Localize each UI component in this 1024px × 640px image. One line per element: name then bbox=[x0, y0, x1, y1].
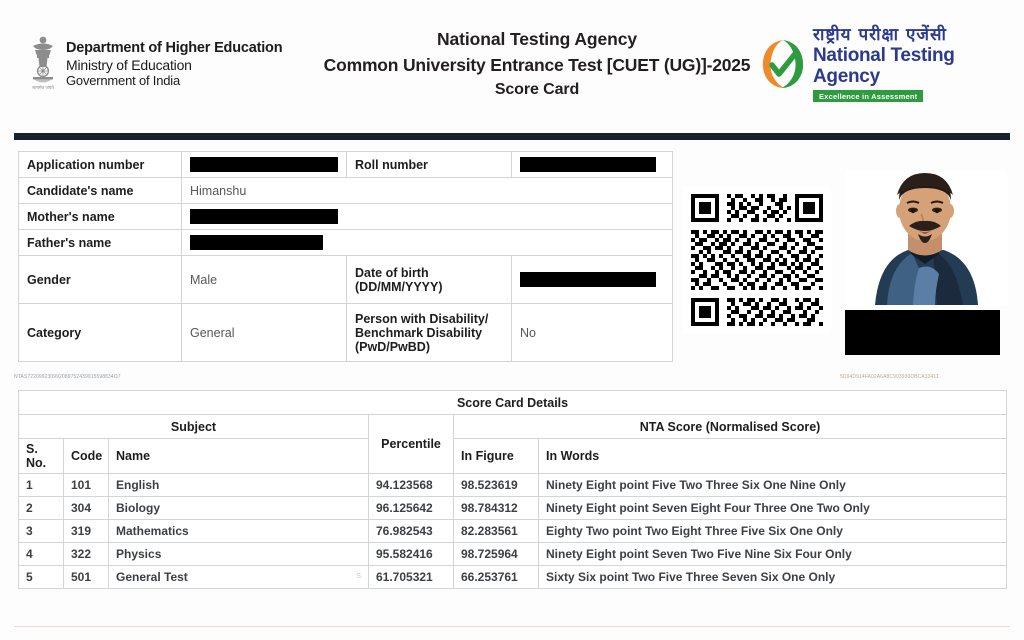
table-row bbox=[19, 230, 673, 256]
score-card-details-table bbox=[18, 390, 1006, 589]
roll-number-label: Roll number bbox=[347, 152, 512, 178]
candidate-name-label: Candidate's name bbox=[19, 178, 182, 204]
row-percentile: 96.125642 bbox=[369, 497, 454, 520]
score-section-title: Score Card Details bbox=[19, 391, 1007, 415]
row-in-figure: 98.784312 bbox=[454, 497, 539, 520]
score-rows bbox=[19, 474, 1007, 589]
in-words-header: In Words bbox=[539, 439, 1007, 474]
category-label: Category bbox=[19, 304, 182, 362]
row-in-figure: 98.523619 bbox=[454, 474, 539, 497]
candidate-photo-icon bbox=[845, 170, 1007, 305]
category-value: General bbox=[182, 304, 347, 362]
nta-english-name: National Testing Agency bbox=[813, 44, 955, 88]
row-code: 501 bbox=[64, 566, 109, 589]
table-row bbox=[19, 543, 1007, 566]
redacted-bar bbox=[520, 157, 656, 172]
row-code: 322 bbox=[64, 543, 109, 566]
in-figure-header: In Figure bbox=[454, 439, 539, 474]
table-row bbox=[19, 256, 673, 304]
nta-branding bbox=[760, 26, 1010, 102]
redacted-bar bbox=[190, 209, 338, 224]
score-section-title-row bbox=[19, 391, 1007, 415]
application-number-label: Application number bbox=[19, 152, 182, 178]
table-row bbox=[19, 497, 1007, 520]
row-in-figure: 66.253761 bbox=[454, 566, 539, 589]
dept-line-1: Department of Higher Education bbox=[66, 39, 283, 56]
dept-line-3: Government of India bbox=[66, 73, 180, 89]
nta-hindi-name: राष्ट्रीय परीक्षा एजेंसी bbox=[813, 24, 947, 45]
candidate-name-value: Himanshu bbox=[182, 178, 673, 204]
watermark-right: 5D94D914FA02A6A8C903930DBCA33411 bbox=[840, 374, 939, 380]
father-name-value bbox=[182, 230, 673, 256]
scan-artifact: s bbox=[356, 570, 361, 580]
ministry-branding bbox=[14, 33, 314, 95]
row-in-words: Ninety Eight point Seven Eight Four Three One Two Only bbox=[539, 497, 1007, 520]
row-subject-name-text: General Test bbox=[116, 570, 188, 584]
roll-number-value bbox=[512, 152, 673, 178]
row-in-figure: 82.283561 bbox=[454, 520, 539, 543]
score-header-row-2 bbox=[19, 439, 1007, 474]
table-row bbox=[19, 474, 1007, 497]
table-row bbox=[19, 304, 673, 362]
table-row bbox=[19, 204, 673, 230]
candidate-details-table bbox=[18, 151, 672, 362]
percentile-header: Percentile bbox=[369, 415, 454, 474]
row-sno: 2 bbox=[19, 497, 64, 520]
row-percentile: 95.582416 bbox=[369, 543, 454, 566]
row-code: 319 bbox=[64, 520, 109, 543]
row-in-words: Ninety Eight point Five Two Three Six One Nine Only bbox=[539, 474, 1007, 497]
row-in-words: Ninety Eight point Seven Two Five Nine Six Four Only bbox=[539, 543, 1007, 566]
table-row bbox=[19, 152, 673, 178]
redacted-bar bbox=[190, 157, 338, 172]
subject-name-header: Name bbox=[109, 439, 369, 474]
agency-title: National Testing Agency bbox=[437, 29, 637, 49]
row-sno: 5 bbox=[19, 566, 64, 589]
page-title-block bbox=[314, 29, 760, 99]
row-subject-name: Mathematics bbox=[109, 520, 369, 543]
row-code: 304 bbox=[64, 497, 109, 520]
row-percentile: 61.705321 bbox=[369, 566, 454, 589]
nta-leaf-checkmark-icon bbox=[760, 37, 806, 91]
gender-value: Male bbox=[182, 256, 347, 304]
mother-name-label: Mother's name bbox=[19, 204, 182, 230]
watermark-left: NTAS722099230992089752439915598834O7 bbox=[14, 374, 121, 380]
row-in-words: Eighty Two point Two Eight Three Five Six One Only bbox=[539, 520, 1007, 543]
document-type-title: Score Card bbox=[494, 81, 580, 98]
dob-value bbox=[512, 256, 673, 304]
bottom-divider bbox=[14, 626, 1010, 627]
pwd-label: Person with Disability/ Benchmark Disability (PwD/PwBD) bbox=[347, 304, 512, 362]
pwd-value: No bbox=[512, 304, 673, 362]
redacted-bar bbox=[190, 235, 323, 250]
dob-label: Date of birth (DD/MM/YYYY) bbox=[347, 256, 512, 304]
ashoka-emblem-icon bbox=[28, 33, 58, 95]
father-name-label: Father's name bbox=[19, 230, 182, 256]
row-subject-name: Biology bbox=[109, 497, 369, 520]
sno-header: S. No. bbox=[19, 439, 64, 474]
row-subject-name bbox=[109, 566, 369, 589]
score-header-row-1 bbox=[19, 415, 1007, 439]
table-row bbox=[19, 566, 1007, 589]
row-subject-name: English bbox=[109, 474, 369, 497]
row-sno: 1 bbox=[19, 474, 64, 497]
gender-label: Gender bbox=[19, 256, 182, 304]
exam-title: Common University Entrance Test [CUET (UG)]-2025 bbox=[323, 55, 751, 75]
row-in-words: Sixty Six point Two Five Three Seven Six One Only bbox=[539, 566, 1007, 589]
row-subject-name: Physics bbox=[109, 543, 369, 566]
row-percentile: 94.123568 bbox=[369, 474, 454, 497]
ministry-text-block bbox=[66, 40, 282, 89]
candidate-photo bbox=[845, 170, 1007, 305]
application-number-value bbox=[182, 152, 347, 178]
header-divider bbox=[14, 133, 1010, 140]
page-header bbox=[0, 0, 1024, 128]
svg-text:सत्यमेव जयते: सत्यमेव जयते bbox=[32, 86, 54, 91]
code-header: Code bbox=[64, 439, 109, 474]
qr-code-icon bbox=[683, 186, 831, 334]
nta-tagline-badge: Excellence in Assessment bbox=[813, 90, 923, 102]
subject-group-header: Subject bbox=[19, 415, 369, 439]
row-code: 101 bbox=[64, 474, 109, 497]
mother-name-value bbox=[182, 204, 673, 230]
nta-text-block bbox=[813, 26, 1002, 102]
dept-line-2: Ministry of Education bbox=[66, 56, 192, 73]
row-percentile: 76.982543 bbox=[369, 520, 454, 543]
table-row bbox=[19, 178, 673, 204]
table-row bbox=[19, 520, 1007, 543]
row-sno: 3 bbox=[19, 520, 64, 543]
row-in-figure: 98.725964 bbox=[454, 543, 539, 566]
row-sno: 4 bbox=[19, 543, 64, 566]
redacted-bar bbox=[520, 272, 656, 287]
nta-score-group-header: NTA Score (Normalised Score) bbox=[454, 415, 1007, 439]
candidate-signature-redacted bbox=[845, 310, 1000, 355]
